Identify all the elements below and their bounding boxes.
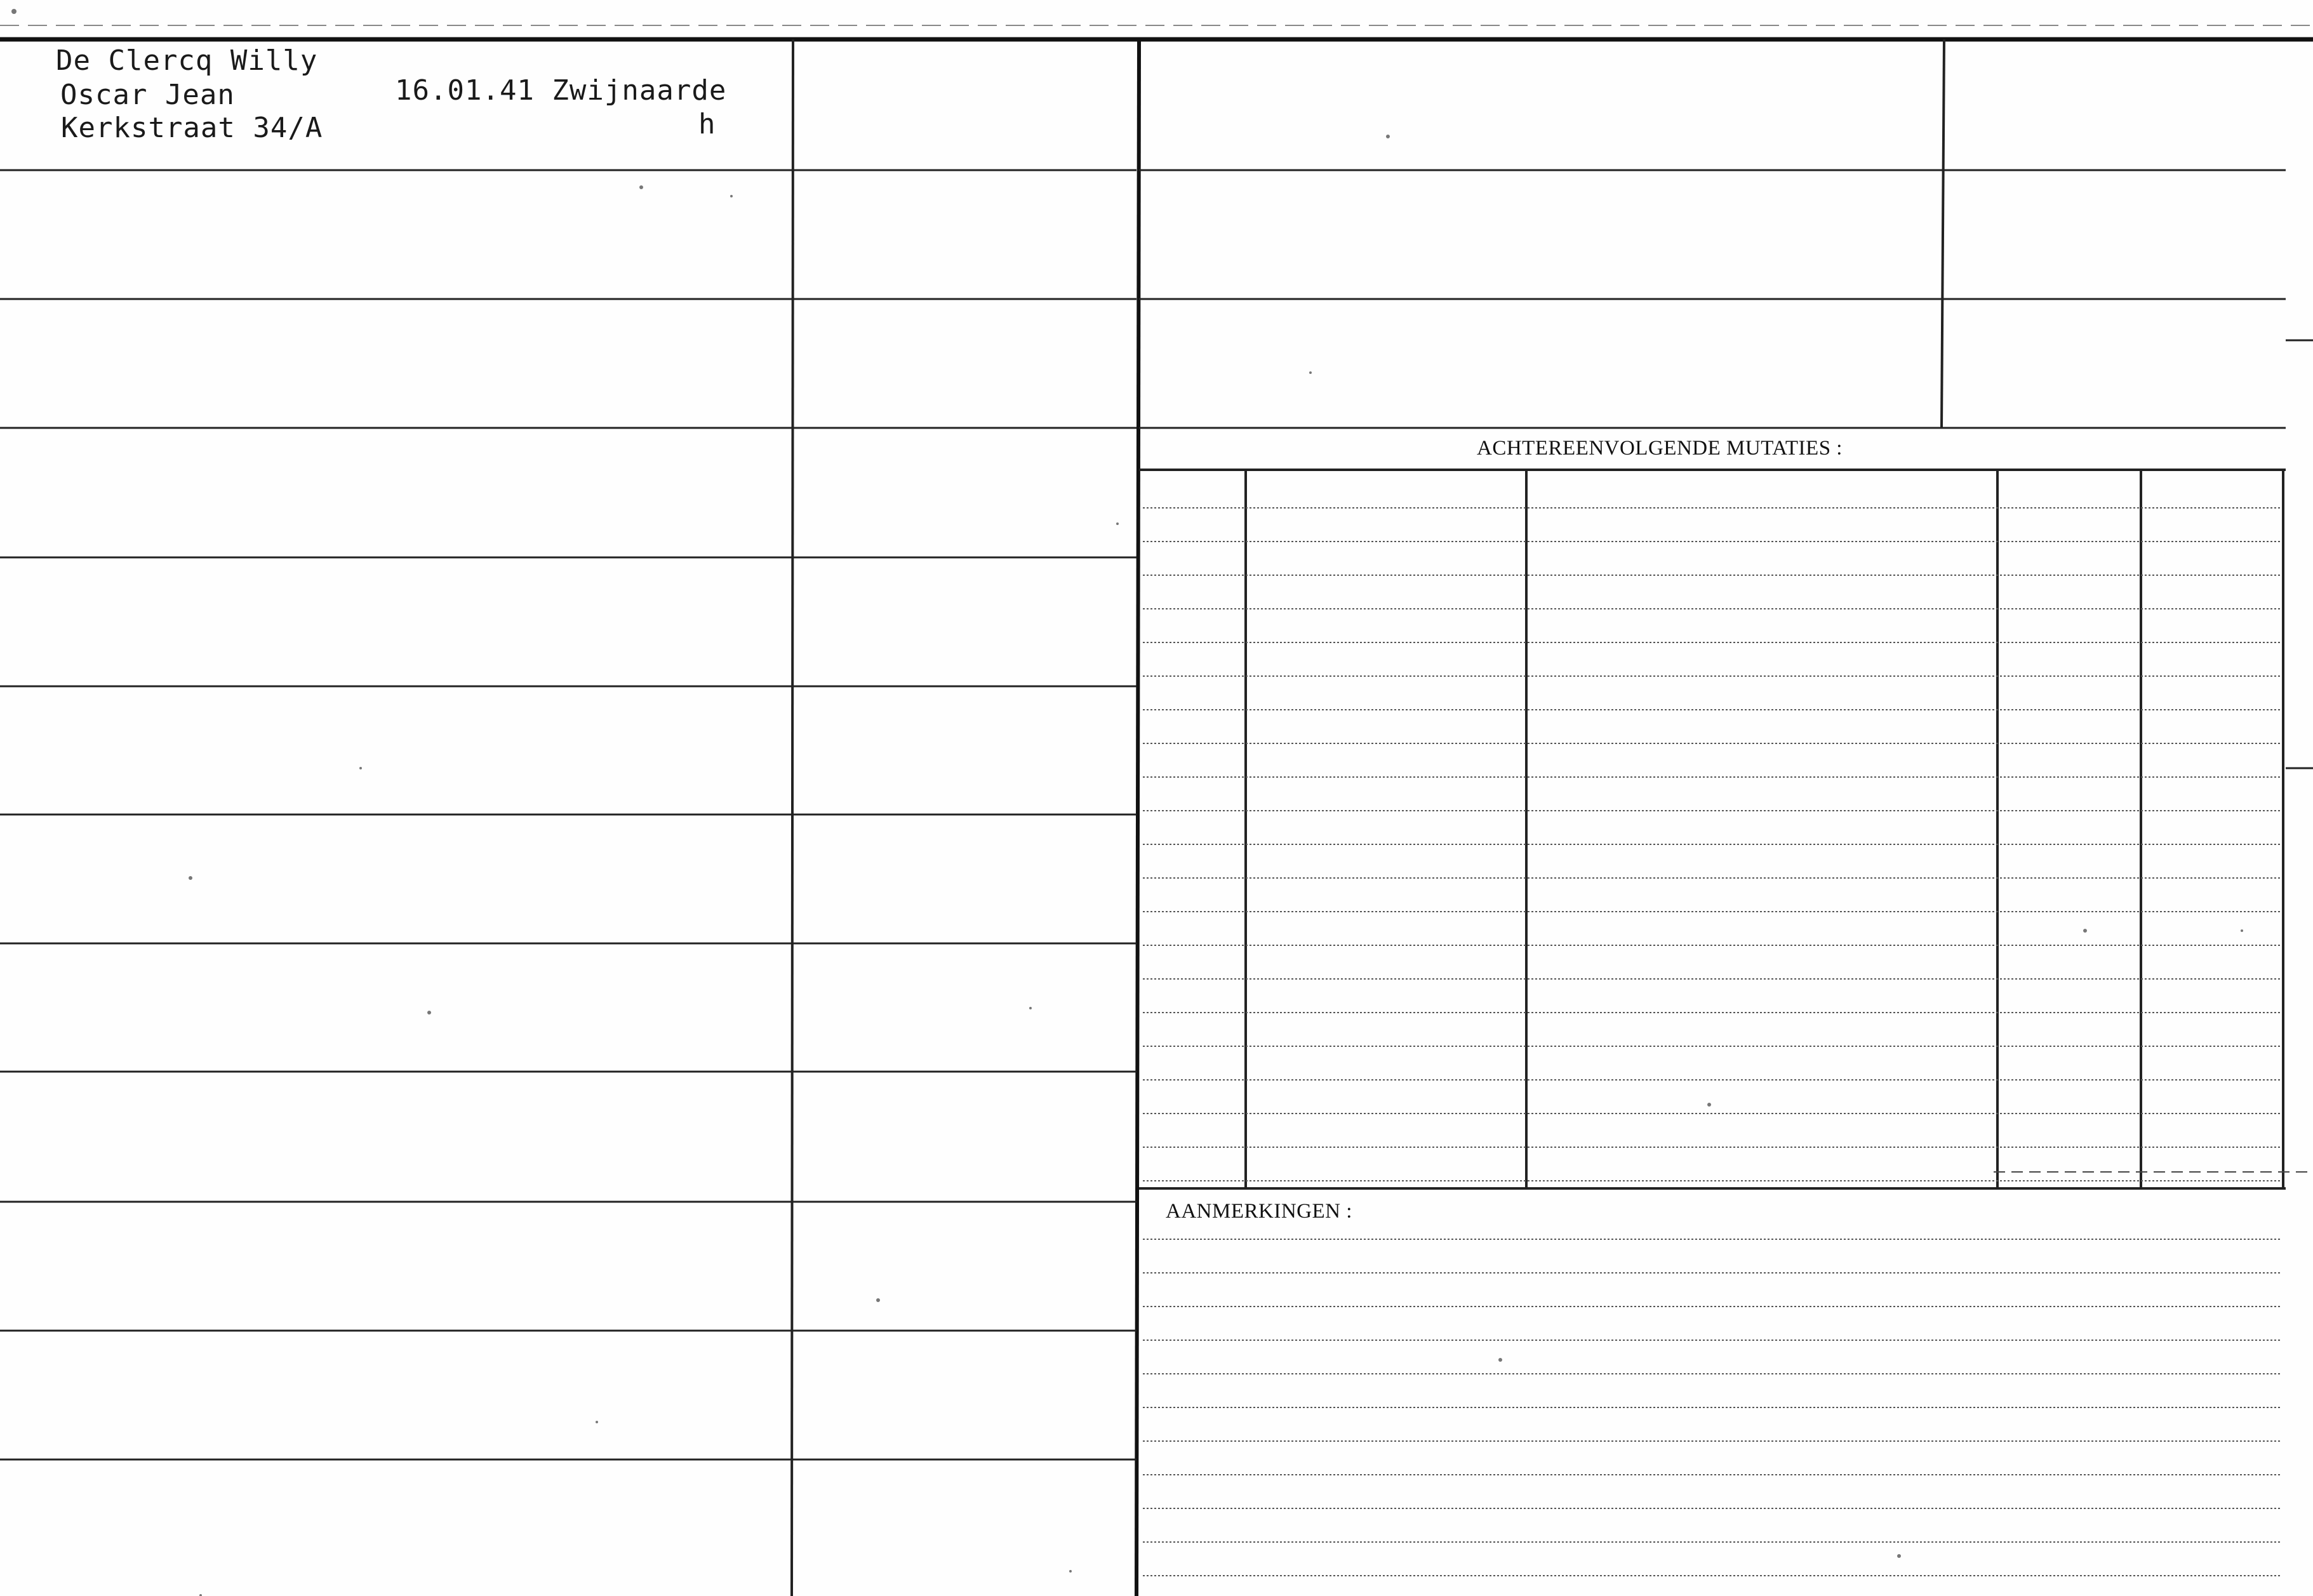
remarks-dotted-rules bbox=[1143, 1239, 2282, 1576]
center-divider bbox=[1137, 39, 1139, 1596]
address: Kerkstraat 34/A bbox=[61, 112, 323, 144]
scan-specks bbox=[11, 9, 2243, 1596]
given-names: Oscar Jean bbox=[60, 79, 235, 111]
left-row-rules bbox=[0, 170, 1137, 1460]
mutations-heading: ACHTEREENVOLGENDE MUTATIES : bbox=[1477, 437, 1843, 460]
mutations-table-frame bbox=[1139, 470, 2286, 1188]
mutations-dotted-rules bbox=[1143, 508, 2282, 1181]
left-divider bbox=[792, 39, 793, 1596]
birth-date-place: 16.01.41 Zwijnaarde bbox=[395, 74, 727, 107]
handwritten-mark: h bbox=[698, 108, 716, 140]
right-upper-divider bbox=[1942, 39, 1944, 427]
name-line: De Clercq Willy bbox=[56, 44, 318, 77]
remarks-heading: AANMERKINGEN : bbox=[1166, 1200, 1352, 1223]
right-upper-row-rules bbox=[1139, 170, 2286, 428]
